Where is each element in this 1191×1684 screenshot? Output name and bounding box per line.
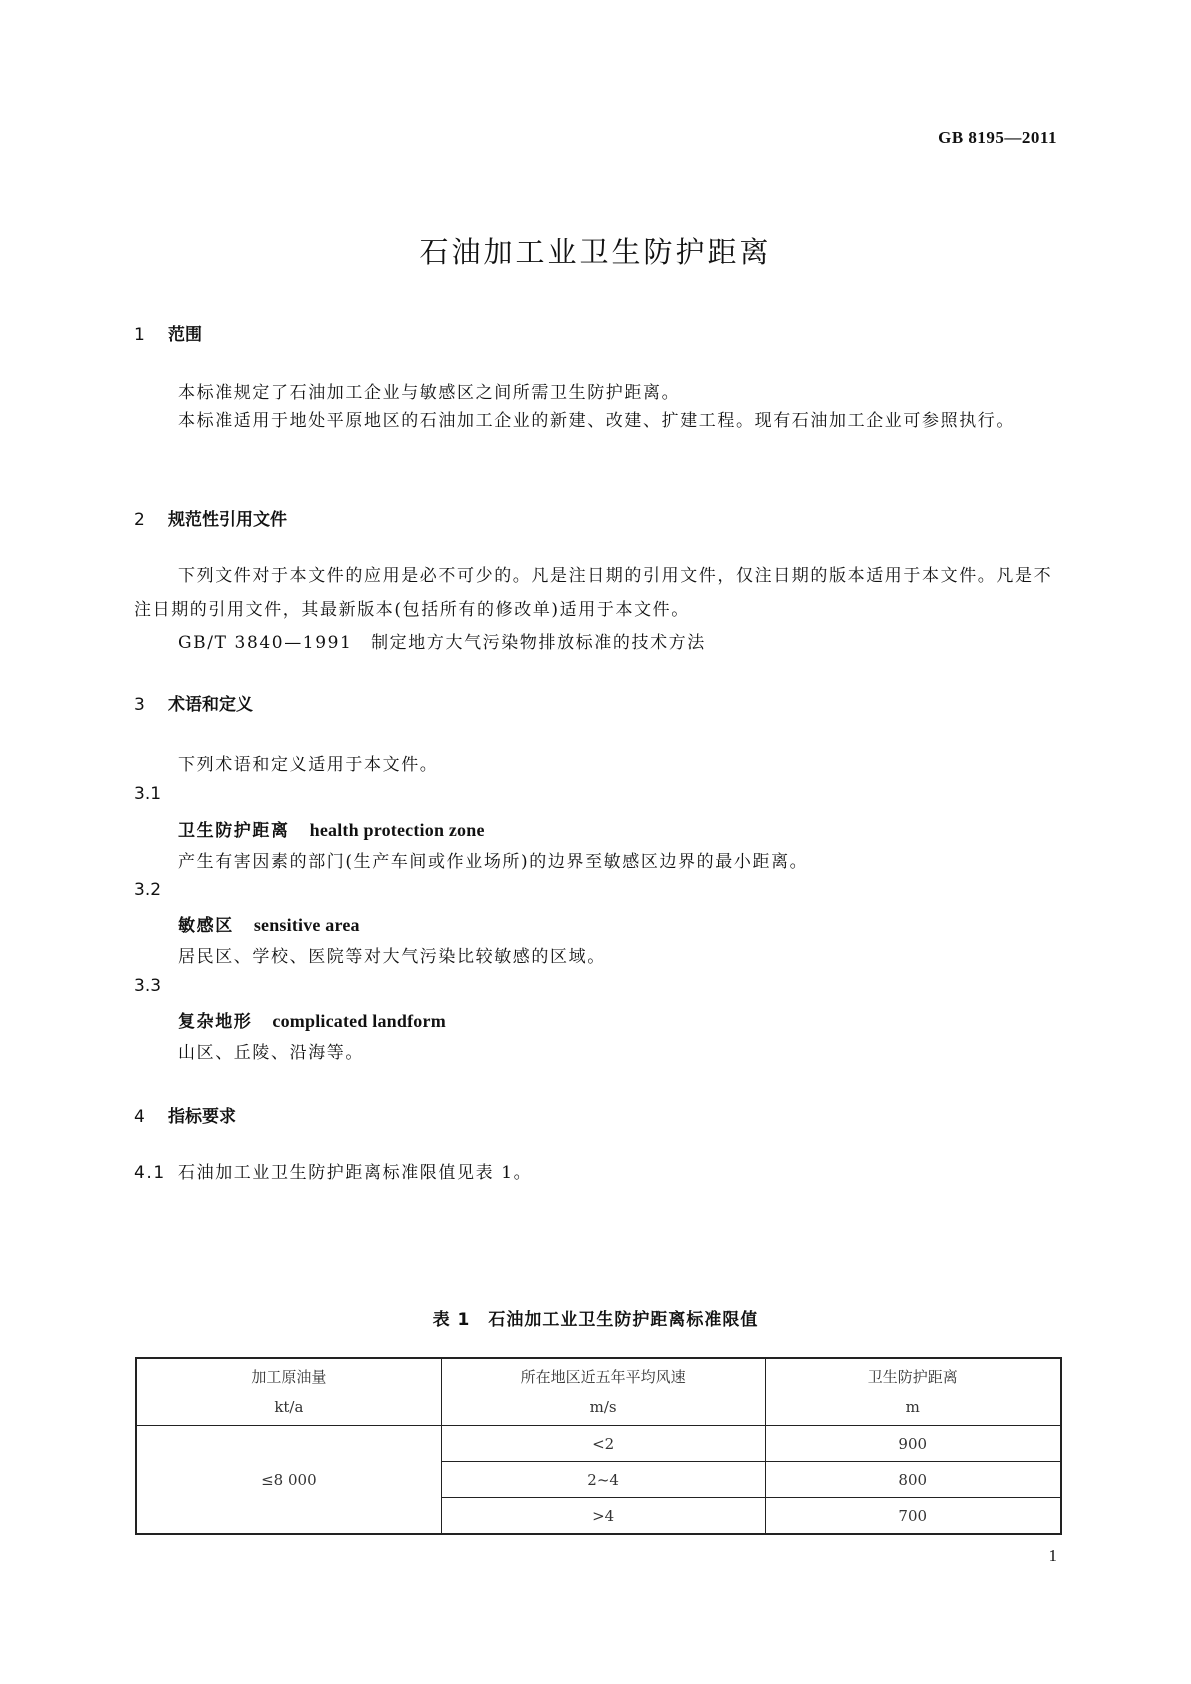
column-header (765, 1358, 1061, 1426)
column-header-name: 所在地区近五年平均风速 (520, 1368, 686, 1386)
term-chinese: 卫生防护距离 (178, 821, 290, 841)
capacity-cell: ≤8 000 (136, 1426, 441, 1535)
section-3-intro: 下列术语和定义适用于本文件。 (178, 755, 439, 775)
term-definition: 居民区、学校、医院等对大气污染比较敏感的区域。 (178, 947, 606, 967)
term-entry (178, 1007, 446, 1032)
page-number: 1 (1048, 1546, 1057, 1565)
section-2-paragraph-1: 下列文件对于本文件的应用是必不可少的。凡是注日期的引用文件，仅注日期的版本适用于本文件。凡是不注日期的引用文件，其最新版本(包括所有的修改单)适用于本文件。 (134, 566, 1053, 620)
wind-speed-cell: 2~4 (441, 1462, 765, 1498)
wind-speed-cell: >4 (441, 1498, 765, 1535)
table-header-row (136, 1358, 1061, 1426)
clause-text: 石油加工业卫生防护距离标准限值见表 1。 (178, 1163, 533, 1183)
clause-4-1 (134, 1158, 532, 1183)
standard-number: GB 8195—2011 (938, 128, 1057, 147)
term-entry (178, 911, 360, 936)
section-number: 3 (134, 695, 145, 715)
term-entry (178, 816, 485, 841)
column-header-name: 卫生防护距离 (867, 1368, 958, 1386)
document-title: 石油加工业卫生防护距离 (419, 235, 772, 269)
table-caption (0, 1305, 1191, 1330)
term-definition: 产生有害因素的部门(生产车间或作业场所)的边界至敏感区边界的最小距离。 (178, 852, 809, 872)
term-chinese: 敏感区 (178, 916, 234, 936)
section-number: 2 (134, 510, 145, 530)
term-definition: 山区、丘陵、沿海等。 (178, 1043, 364, 1063)
column-header (441, 1358, 765, 1426)
section-3-heading (134, 690, 253, 715)
table-number: 表 1 (432, 1310, 471, 1330)
section-title: 规范性引用文件 (168, 510, 287, 530)
column-header-unit: m/s (589, 1398, 617, 1416)
term-number: 3.2 (134, 880, 162, 900)
column-header-unit: m (905, 1398, 920, 1416)
distance-cell: 900 (765, 1426, 1061, 1462)
distance-cell: 700 (765, 1498, 1061, 1535)
term-english: sensitive area (253, 915, 360, 935)
distance-cell: 800 (765, 1462, 1061, 1498)
term-english: health protection zone (309, 820, 485, 840)
term-number: 3.1 (134, 784, 162, 804)
normative-reference: GB/T 3840—1991 制定地方大气污染物排放标准的技术方法 (178, 633, 706, 653)
table-row (136, 1426, 1061, 1462)
section-1-heading (134, 320, 202, 345)
section-2-heading (134, 505, 287, 530)
section-title: 范围 (168, 325, 202, 345)
section-1-paragraph-1: 本标准规定了石油加工企业与敏感区之间所需卫生防护距离。 (178, 383, 681, 403)
limits-table (135, 1357, 1062, 1535)
table-title: 石油加工业卫生防护距离标准限值 (488, 1310, 759, 1330)
section-title: 指标要求 (168, 1107, 236, 1127)
term-chinese: 复杂地形 (178, 1012, 253, 1032)
section-4-heading (134, 1102, 236, 1127)
term-english: complicated landform (272, 1011, 446, 1031)
section-number: 1 (134, 325, 145, 345)
wind-speed-cell: <2 (441, 1426, 765, 1462)
section-title: 术语和定义 (168, 695, 253, 715)
column-header-unit: kt/a (274, 1398, 304, 1416)
section-1-paragraph-2: 本标准适用于地处平原地区的石油加工企业的新建、改建、扩建工程。现有石油加工企业可参照执行。 (178, 411, 1015, 431)
column-header (136, 1358, 441, 1426)
clause-number: 4.1 (134, 1163, 166, 1183)
term-number: 3.3 (134, 976, 162, 996)
column-header-name: 加工原油量 (251, 1368, 327, 1386)
section-number: 4 (134, 1107, 145, 1127)
